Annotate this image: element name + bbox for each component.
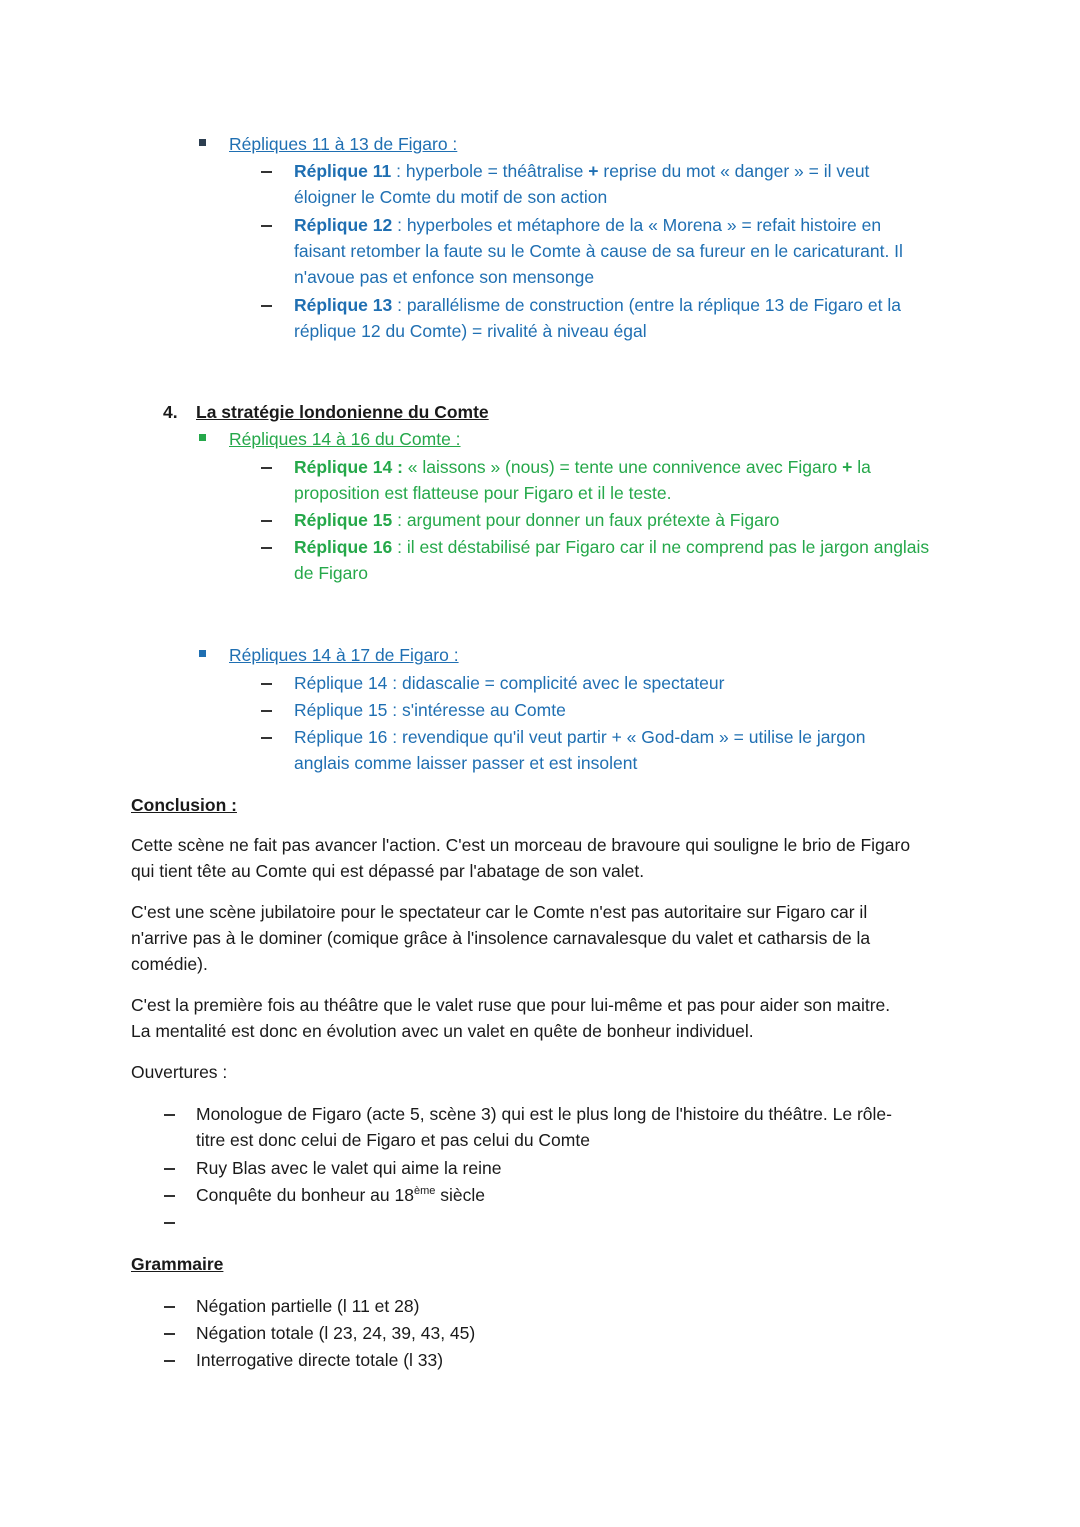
- plus-sign: +: [842, 457, 853, 477]
- item-text: Conquête du bonheur au 18: [196, 1185, 414, 1205]
- conclusion-heading: Conclusion :: [131, 795, 237, 815]
- paragraph-line: La mentalité est donc en évolution avec un valet en quête de bonheur individuel.: [131, 1021, 754, 1041]
- dash-bullet: [261, 710, 272, 712]
- bullet-square: [199, 650, 206, 657]
- dash-bullet: [164, 1195, 175, 1197]
- dash-bullet: [261, 225, 272, 227]
- list-item: Interrogative directe totale (l 33): [196, 1350, 444, 1370]
- ouvertures-label: Ouvertures :: [131, 1062, 228, 1082]
- item-text: « laissons » (nous) = tente une connivence avec Figaro: [402, 457, 843, 477]
- dash-bullet: [164, 1114, 175, 1116]
- list-item: Négation totale (l 23, 24, 39, 43, 45): [196, 1323, 476, 1343]
- item-label: Réplique 12: [294, 215, 393, 235]
- list-item: [196, 1182, 485, 1208]
- dash-bullet: [261, 547, 272, 549]
- list-item: [294, 292, 901, 318]
- list-item: [294, 507, 779, 533]
- paragraph-line: C'est une scène jubilatoire pour le spectateur car le Comte n'est pas autoritaire sur Figaro car il: [131, 902, 868, 922]
- grammaire-heading: Grammaire: [131, 1254, 224, 1274]
- dash-bullet: [164, 1306, 175, 1308]
- list-item: [294, 454, 871, 480]
- list-item: Réplique 14 : didascalie = complicité avec le spectateur: [294, 673, 725, 693]
- list-item-cont: titre est donc celui de Figaro et pas celui du Comte: [196, 1130, 590, 1150]
- list-item: Négation partielle (l 11 et 28): [196, 1296, 420, 1316]
- paragraph-line: n'arrive pas à le dominer (comique grâce à l'insolence carnavalesque du valet et catharsis de la: [131, 928, 871, 948]
- dash-bullet: [261, 737, 272, 739]
- section-heading-figaro-11-13: Répliques 11 à 13 de Figaro :: [229, 134, 458, 154]
- paragraph-line: qui tient tête au Comte qui est dépassé par l'abatage de son valet.: [131, 861, 645, 881]
- list-item: [294, 212, 881, 238]
- item-label: Réplique 16: [294, 537, 393, 557]
- dash-bullet: [261, 467, 272, 469]
- list-item-cont: de Figaro: [294, 563, 368, 583]
- item-text: : parallélisme de construction (entre la réplique 13 de Figaro et la: [392, 295, 901, 315]
- list-item-cont: réplique 12 du Comte) = rivalité à niveau égal: [294, 321, 647, 341]
- list-item: [294, 158, 869, 184]
- item-text: : hyperboles et métaphore de la « Morena » = refait histoire en: [392, 215, 882, 235]
- paragraph-line: C'est la première fois au théâtre que le valet ruse que pour lui-même et pas pour aider son maitre.: [131, 995, 891, 1015]
- dash-bullet: [261, 683, 272, 685]
- list-item: Réplique 15 : s'intéresse au Comte: [294, 700, 566, 720]
- item-label: Réplique 14 :: [294, 457, 403, 477]
- section-heading-figaro-14-17: Répliques 14 à 17 de Figaro :: [229, 645, 459, 665]
- list-item-cont: proposition est flatteuse pour Figaro et il le teste.: [294, 483, 672, 503]
- section-number: 4.: [163, 402, 178, 422]
- item-text: : argument pour donner un faux prétexte à Figaro: [392, 510, 780, 530]
- item-label: Réplique 15: [294, 510, 393, 530]
- list-item: Ruy Blas avec le valet qui aime la reine: [196, 1158, 502, 1178]
- list-item: [294, 534, 929, 560]
- list-item-cont: faisant retomber la faute su le Comte à cause de sa fureur en le caricaturant. Il: [294, 241, 903, 261]
- item-text: reprise du mot « danger » = il veut: [598, 161, 870, 181]
- section-title: La stratégie londonienne du Comte: [196, 402, 489, 422]
- dash-bullet: [164, 1168, 175, 1170]
- superscript: ème: [413, 1185, 436, 1198]
- list-item-cont: n'avoue pas et enfonce son mensonge: [294, 267, 595, 287]
- bullet-square: [199, 434, 206, 441]
- item-text: : il est déstabilisé par Figaro car il ne comprend pas le jargon anglais: [392, 537, 930, 557]
- paragraph-line: comédie).: [131, 954, 208, 974]
- item-label: Réplique 11: [294, 161, 392, 181]
- dash-bullet-empty: [164, 1222, 175, 1224]
- item-text: : hyperbole = théâtralise: [391, 161, 589, 181]
- dash-bullet: [164, 1333, 175, 1335]
- list-item-cont: anglais comme laisser passer et est insolent: [294, 753, 638, 773]
- section-heading-comte-14-16: Répliques 14 à 16 du Comte :: [229, 429, 461, 449]
- list-item: Réplique 16 : revendique qu'il veut partir + « God-dam » = utilise le jargon: [294, 727, 866, 747]
- dash-bullet: [164, 1360, 175, 1362]
- bullet-square: [199, 139, 206, 146]
- dash-bullet: [261, 520, 272, 522]
- dash-bullet: [261, 305, 272, 307]
- paragraph-line: Cette scène ne fait pas avancer l'action. C'est un morceau de bravoure qui souligne le brio de Figaro: [131, 835, 911, 855]
- plus-sign: +: [588, 161, 599, 181]
- item-text: la: [852, 457, 871, 477]
- dash-bullet: [261, 171, 272, 173]
- item-label: Réplique 13: [294, 295, 393, 315]
- list-item: Monologue de Figaro (acte 5, scène 3) qui est le plus long de l'histoire du théâtre. Le rôle-: [196, 1104, 892, 1124]
- item-text: siècle: [435, 1185, 485, 1205]
- list-item-cont: éloigner le Comte du motif de son action: [294, 187, 608, 207]
